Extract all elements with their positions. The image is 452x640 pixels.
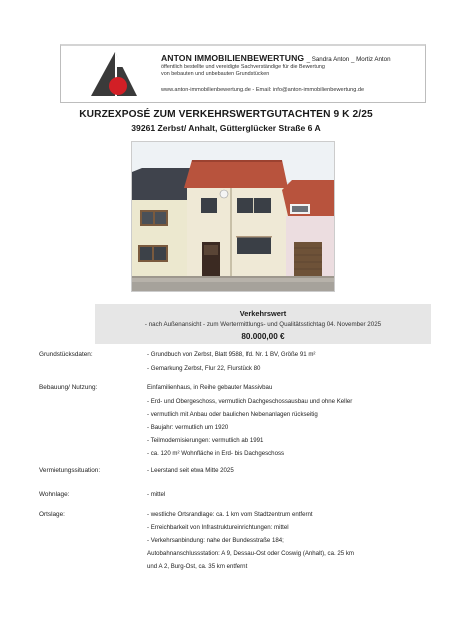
house-facade-photo [131, 141, 335, 292]
section-label-wohnlage: Wohnlage: [39, 491, 70, 498]
section-line: - Leerstand seit etwa Mitte 2025 [147, 467, 234, 474]
section-line: Autobahnanschlussstation: A 9, Dessau-Ost oder Coswig (Anhalt), ca. 25 km [147, 550, 354, 557]
tagline-line: öffentlich bestellte und vereidigte Sachverständige für die Bewertung [161, 64, 325, 70]
section-line: - Verkehrsanbindung: nahe der Bundesstraße 184; [147, 537, 284, 544]
section-line: - Erreichbarkeit von Infrastruktureinrichtungen: mittel [147, 524, 289, 531]
section-line: und A 2, Burg-Ost, ca. 35 km entfernt [147, 563, 248, 570]
property-address: 39261 Zerbst/ Anhalt, Gütterglücker Straße 6 A [131, 123, 321, 133]
section-line: Einfamilienhaus, in Reihe gebauter Massivbau [147, 384, 273, 391]
valuation-box [95, 304, 431, 344]
section-line: - Teilmodernisierungen: vermutlich ab 1991 [147, 437, 264, 444]
section-line: - Baujahr: vermutlich um 1920 [147, 424, 229, 431]
section-line: - Erd- und Obergeschoss, vermutlich Dachgeschossausbau und ohne Keller [147, 398, 353, 405]
company-name: ANTON IMMOBILIENBEWERTUNG [161, 53, 305, 63]
section-line: - ca. 120 m² Wohnfläche in Erd- bis Dachgeschoss [147, 450, 285, 457]
section-line: - Gemarkung Zerbst, Flur 22, Flurstück 80 [147, 365, 261, 372]
tagline-line: von bebauten und unbebauten Grundstücken [161, 70, 270, 77]
house-triangle-logo [85, 50, 141, 98]
valuation-amount: 80.000,00 € [241, 332, 285, 341]
valuation-subtitle: - nach Außenansicht - zum Wertermittlungs- und Qualitätsstichtag 04. November 2025 [144, 321, 382, 328]
document-title: KURZEXPOSÉ ZUM VERKEHRSWERTGUTACHTEN 9 K 2/25 [79, 109, 373, 120]
section-label-grundstuecksdaten: Grundstücksdaten: [39, 351, 93, 358]
letterhead [60, 44, 426, 103]
partner-names: _ Sandra Anton _ Mortiz Anton [306, 56, 391, 63]
valuation-title: Verkehrswert [239, 309, 287, 318]
section-line: - Grundbuch von Zerbst, Blatt 9588, lfd. Nr. 1 BV, Größe 91 m² [147, 351, 316, 358]
company-tagline [161, 64, 325, 78]
section-line: - vermutlich mit Anbau oder baulichen Nebenanlagen rückseitig [147, 411, 318, 418]
section-line: - westliche Ortsrandlage: ca. 1 km vom Stadtzentrum entfernt [147, 511, 313, 518]
contact-line: www.anton-immobilienbewertung.de - Email: info@anton-immobilienbewertung.de [161, 87, 365, 93]
section-label-ortslage: Ortslage: [39, 511, 65, 518]
section-label-vermietung: Vermietungssituation: [39, 467, 101, 474]
section-line: - mittel [147, 491, 166, 498]
section-label-bebauung: Bebauung/ Nutzung: [39, 384, 98, 391]
